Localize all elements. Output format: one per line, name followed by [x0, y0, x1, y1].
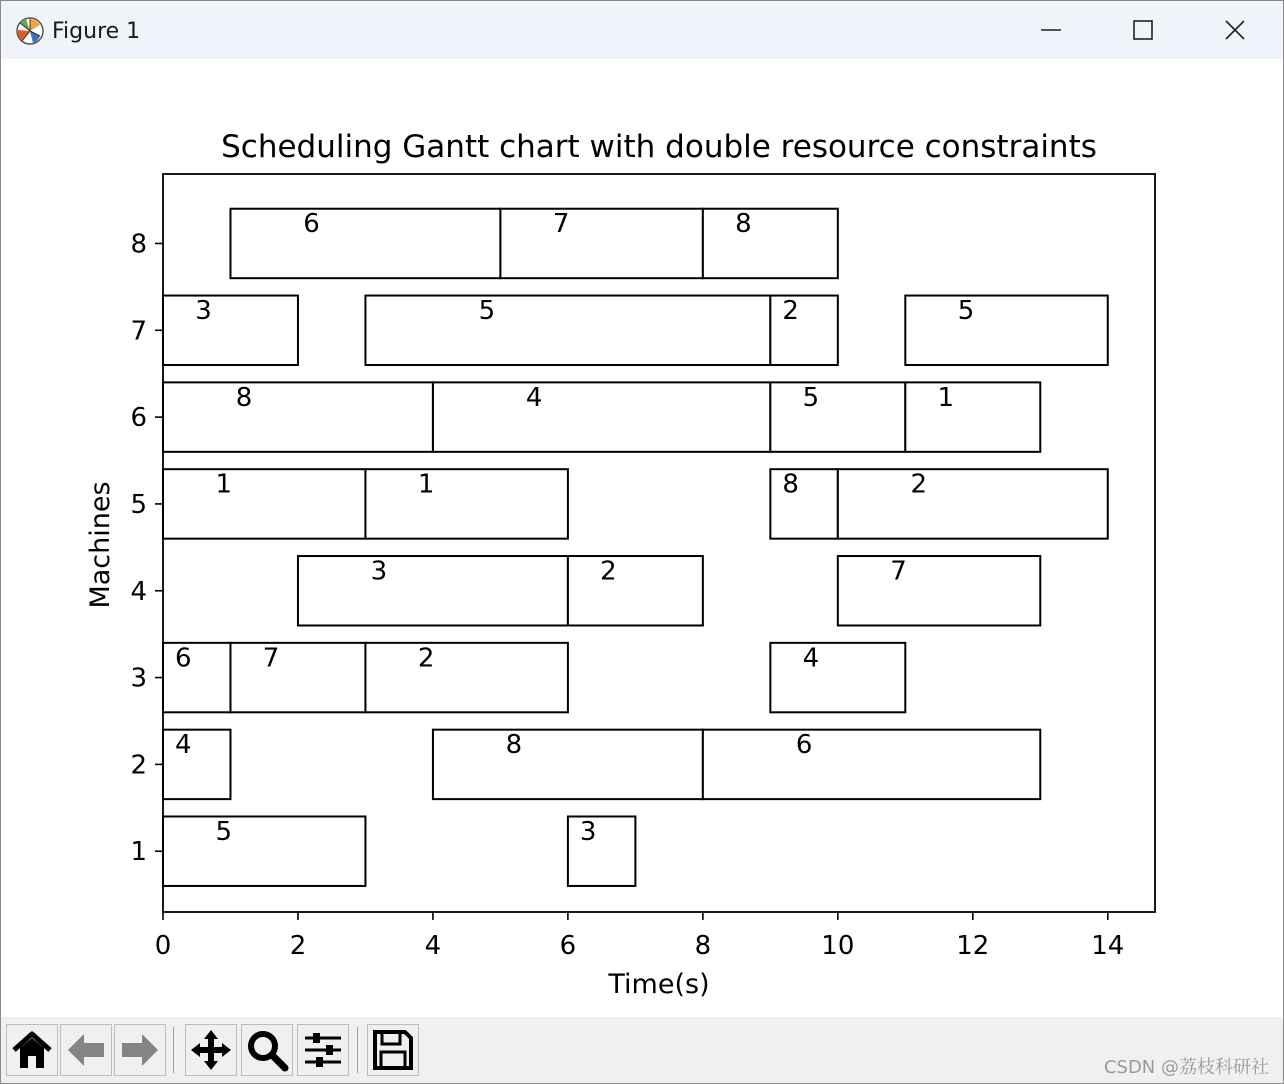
task-label: 5	[478, 295, 496, 326]
minimize-button[interactable]	[1005, 1, 1097, 59]
task-bar	[770, 643, 905, 712]
minimize-icon	[1040, 19, 1062, 41]
close-icon	[1224, 19, 1246, 41]
task-bar	[433, 382, 770, 451]
task-bar	[568, 816, 635, 885]
save-button[interactable]	[367, 1024, 419, 1076]
task-label: 5	[802, 382, 820, 413]
axes-frame	[163, 174, 1155, 912]
y-tick-label: 6	[130, 403, 147, 434]
home-button[interactable]	[6, 1024, 58, 1076]
task-bar	[770, 382, 905, 451]
task-bar	[905, 296, 1107, 365]
x-tick-label: 0	[154, 931, 172, 961]
y-tick-label: 8	[130, 229, 147, 260]
zoom-icon	[245, 1028, 289, 1072]
task-label: 4	[802, 643, 820, 674]
x-tick-label: 10	[821, 931, 855, 961]
navigation-toolbar	[1, 1017, 1283, 1083]
bars-layer	[163, 209, 1108, 886]
task-bar	[703, 730, 1040, 799]
task-label: 2	[910, 469, 928, 500]
save-icon	[371, 1028, 415, 1072]
task-bar	[770, 296, 837, 365]
y-tick-label: 2	[130, 750, 147, 781]
task-bar	[838, 469, 1108, 538]
y-tick-label: 4	[130, 576, 147, 607]
y-tick-label: 5	[130, 489, 147, 520]
x-tick-label: 12	[956, 931, 990, 961]
task-bar	[433, 730, 703, 799]
task-bar	[163, 816, 365, 885]
task-label: 3	[579, 816, 597, 847]
task-label: 5	[215, 816, 233, 847]
figure-canvas[interactable]	[1, 59, 1283, 1017]
chart-title: Scheduling Gantt chart with double resource constraints	[221, 129, 1097, 165]
maximize-button[interactable]	[1097, 1, 1189, 59]
task-bar	[298, 556, 568, 625]
task-bar	[163, 643, 230, 712]
task-label: 6	[303, 209, 320, 240]
toolbar-separator	[173, 1027, 174, 1073]
x-tick-label: 8	[694, 931, 712, 961]
task-label: 5	[957, 295, 975, 326]
task-label: 1	[937, 382, 955, 413]
home-icon	[10, 1028, 54, 1072]
task-label: 6	[795, 730, 813, 761]
task-bar	[163, 469, 365, 538]
task-bar	[365, 296, 770, 365]
y-axis-label: Machines	[85, 481, 116, 609]
back-icon	[64, 1028, 108, 1072]
y-tick-label: 7	[130, 316, 147, 347]
task-label: 2	[600, 556, 617, 587]
task-label: 6	[174, 643, 192, 674]
task-bar	[568, 556, 703, 625]
y-tick-label: 3	[130, 663, 147, 694]
task-bar	[500, 209, 702, 278]
maximize-icon	[1132, 19, 1154, 41]
task-bar	[230, 643, 365, 712]
task-bar	[703, 209, 838, 278]
task-bar	[838, 556, 1040, 625]
task-label: 2	[417, 643, 435, 674]
forward-icon	[118, 1028, 162, 1072]
task-label: 4	[525, 382, 543, 413]
task-label: 1	[417, 469, 435, 500]
pan-icon	[189, 1028, 233, 1072]
watermark-text: CSDN @荔枝科研社	[1103, 1057, 1269, 1078]
matplotlib-logo-icon	[15, 16, 45, 46]
close-button[interactable]	[1189, 1, 1281, 59]
task-label: 8	[505, 730, 523, 761]
configure-subplots-button[interactable]	[297, 1024, 349, 1076]
task-bar	[365, 469, 567, 538]
task-bar	[905, 382, 1040, 451]
task-label: 8	[735, 209, 752, 240]
x-tick-label: 14	[1091, 931, 1125, 961]
window-title: Figure 1	[52, 19, 141, 44]
task-label: 8	[235, 382, 253, 413]
title-bar[interactable]	[1, 1, 1283, 59]
task-label: 3	[195, 295, 212, 326]
task-bar	[163, 382, 433, 451]
task-label: 3	[370, 556, 388, 587]
x-tick-label: 4	[424, 931, 442, 961]
task-label: 7	[890, 556, 907, 587]
task-label: 8	[782, 469, 799, 500]
y-tick-label: 1	[130, 837, 147, 868]
task-bar	[365, 643, 567, 712]
x-tick-label: 2	[289, 931, 307, 961]
x-axis-label: Time(s)	[608, 969, 710, 1000]
task-label: 7	[552, 209, 570, 240]
task-label: 7	[262, 643, 280, 674]
configure-subplots-icon	[301, 1028, 345, 1072]
pan-button[interactable]	[185, 1024, 237, 1076]
task-label: 1	[215, 469, 233, 500]
task-bar	[163, 296, 298, 365]
task-bar	[230, 209, 500, 278]
task-label: 4	[174, 730, 192, 761]
x-tick-label: 6	[559, 931, 577, 961]
gantt-chart	[1, 59, 1283, 1017]
back-button[interactable]	[60, 1024, 112, 1076]
task-label: 2	[782, 295, 799, 326]
forward-button[interactable]	[114, 1024, 166, 1076]
task-bar	[163, 730, 230, 799]
toolbar-separator	[357, 1027, 358, 1073]
task-bar	[770, 469, 837, 538]
zoom-button[interactable]	[241, 1024, 293, 1076]
